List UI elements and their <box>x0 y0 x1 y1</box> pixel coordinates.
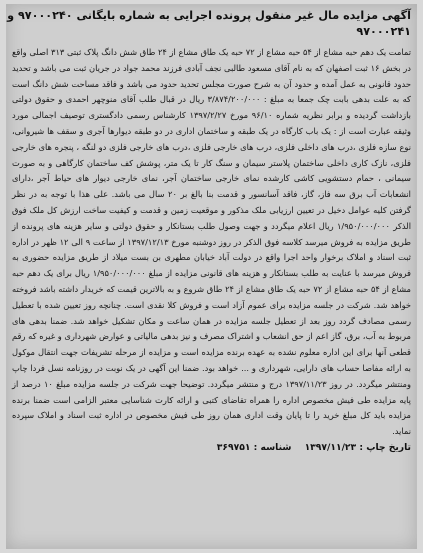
notice-body <box>6 42 417 440</box>
notice-title-line-2: ۹۷۰۰۰۲۴۱ <box>356 25 411 38</box>
notice-clipping <box>6 4 417 549</box>
notice-id: شناسه : ۳۶۹۷۵۱ <box>216 441 292 453</box>
notice-title <box>6 4 417 40</box>
notice-title-line-1: آگهی مزایده مال غیر منقول پرونده اجرایی به شماره بایگانی ۹۷۰۰۰۲۴۰ و <box>7 9 411 22</box>
notice-footer <box>6 440 417 456</box>
notice-body-text: تمامت یک دهم حبه مشاع از ۵۴ حبه مشاع از ۷۲ حبه یک طاق مشاع از ۲۴ طاق شش دانگ پلاک ثبتی ۳۱۳ اصلی واقع در بخش ۱۶ ثبت اصفهان که به نام آقای مسعود طالبی نجف آبادی فرزند محمد جواد در جریان ثبت می باشد و تحدید حدود قانونی به عمل آمده و حدود آن به شرح صورت مجلس تحدید حدود می باشد و فاقد مساحت شش دانگ است که به علت بدهی بابت چک جمعا به مبلغ : ۳/۸۷۴/۲۰۰/۰۰۰ ریال در قبال طلب آقای منوچهر احمدی و حقوق دولتی بازداشت گردیده و برابر نظریه شماره ۹۶/۱۰ مورخ ۱۳۹۷/۲/۲۷ کارشناس رسمی دادگستری توصیف اجمالی مورد وثیقه عبارت است از : یک باب کارگاه در یک طبقه و ساختمان اداری در دو طبقه دیوارها آجری و سقف ها شیروانی، نوع سازه فلزی ،درب های داخلی فلزی، درب های خارجی فلزی ،درب های خارجی فلزی دو لنگه ، پنجره های خارجی فلزی، نازک کاری داخلی ساختمان پلاستر سیمان و سنگ کار تا یک متر، پوشش کف ساختمان کارگاهی و به صورت سیمانی ، حمام دستشویی کاشی کارشده نمای خارجی ساختمان آجر، نمای خارجی دیوار های حیاط آجر ،دارای انشعابات آب برق سه فاز، گاز، فاقد آسانسور و قدمت بنا بالغ بر ۲۰ سال می باشد. علی هذا با توجه به در نظر گرفتن کلیه عوامل دخیل در تعیین ارزیابی ملک مذکور و موقعیت زمین و قدمت و کیفیت ساخت ارزش کل ملک فوق الذکر ۱/۹۵۰/۰۰۰/۰۰۰ ریال اعلام میگردد و جهت وصول طلب بستانکار و حقوق دولتی و سایر هزینه های پرونده از طریق مزایده به فروش میرسد کلاسه فوق الذکر در روز دوشنبه مورخ ۱۳۹۷/۱۲/۱۳ از ساعت ۹ الی ۱۲ ظهر در اداره ثبت اسناد و املاک برخوار واحد اجرا واقع در دولت آباد خیابان مطهری بن بست میلاد از طریق مزایده حضوری به فروش میرسد با عنایت به طلب بستانکار و هزینه های قانونی مزایده از مبلغ ۱/۹۵۰/۰۰۰/۰۰۰ ریال برای یک دهم حبه مشاع از ۵۴ حبه مشاع از ۷۲ حبه یک طاق مشاع از ۲۴ طاق شروع و به بالاترین قیمت که خریدار داشته باشد فروخته خواهد شد. شرکت در جلسه مزایده برای عموم آزاد است و فروش کلا نقدی است. چنانچه روز تعیین شده با تعطیل رسمی مصادف گردد روز بعد از تعطیل جلسه مزایده در همان ساعت و مکان تشکیل خواهد شد. ضمنا بدهی های مربوط به آب، برق، گاز اعم از حق انشعاب و اشتراک مصرف و نیز بدهی مالیاتی و عوارض شهرداری و غیره که رقم قطعی آنها برای این اداره معلوم نشده به عهده برنده مزایده است و مزایده از مرحله تشریفات جهت انتقال موکول به ارائه مفاصا حساب های دارایی، شهرداری و ... خواهد بود. ضمنا این آگهی در یک نوبت در روزنامه نسل فردا چاپ ومنتشر میگردد. در روز ۱۳۹۷/۱۱/۲۳ درج و منتشر میگردد. توضیحا جهت شرکت در جلسه مزایده مبلغ ۱۰ درصد از پایه مزایده طی فیش مخصوص اداره را همراه تقاضای کتبی و ارائه کارت شناسایی معتبر الزامی است ضمنا برنده مزایده باید کل مبلغ خرید را تا پایان وقت اداری همان روز طی فیش مخصوص در اداره ثبت اسناد و املاک سپرده نماید. <box>12 47 412 437</box>
publish-date: تاریخ چاپ : ۱۳۹۷/۱۱/۲۳ <box>304 441 411 453</box>
